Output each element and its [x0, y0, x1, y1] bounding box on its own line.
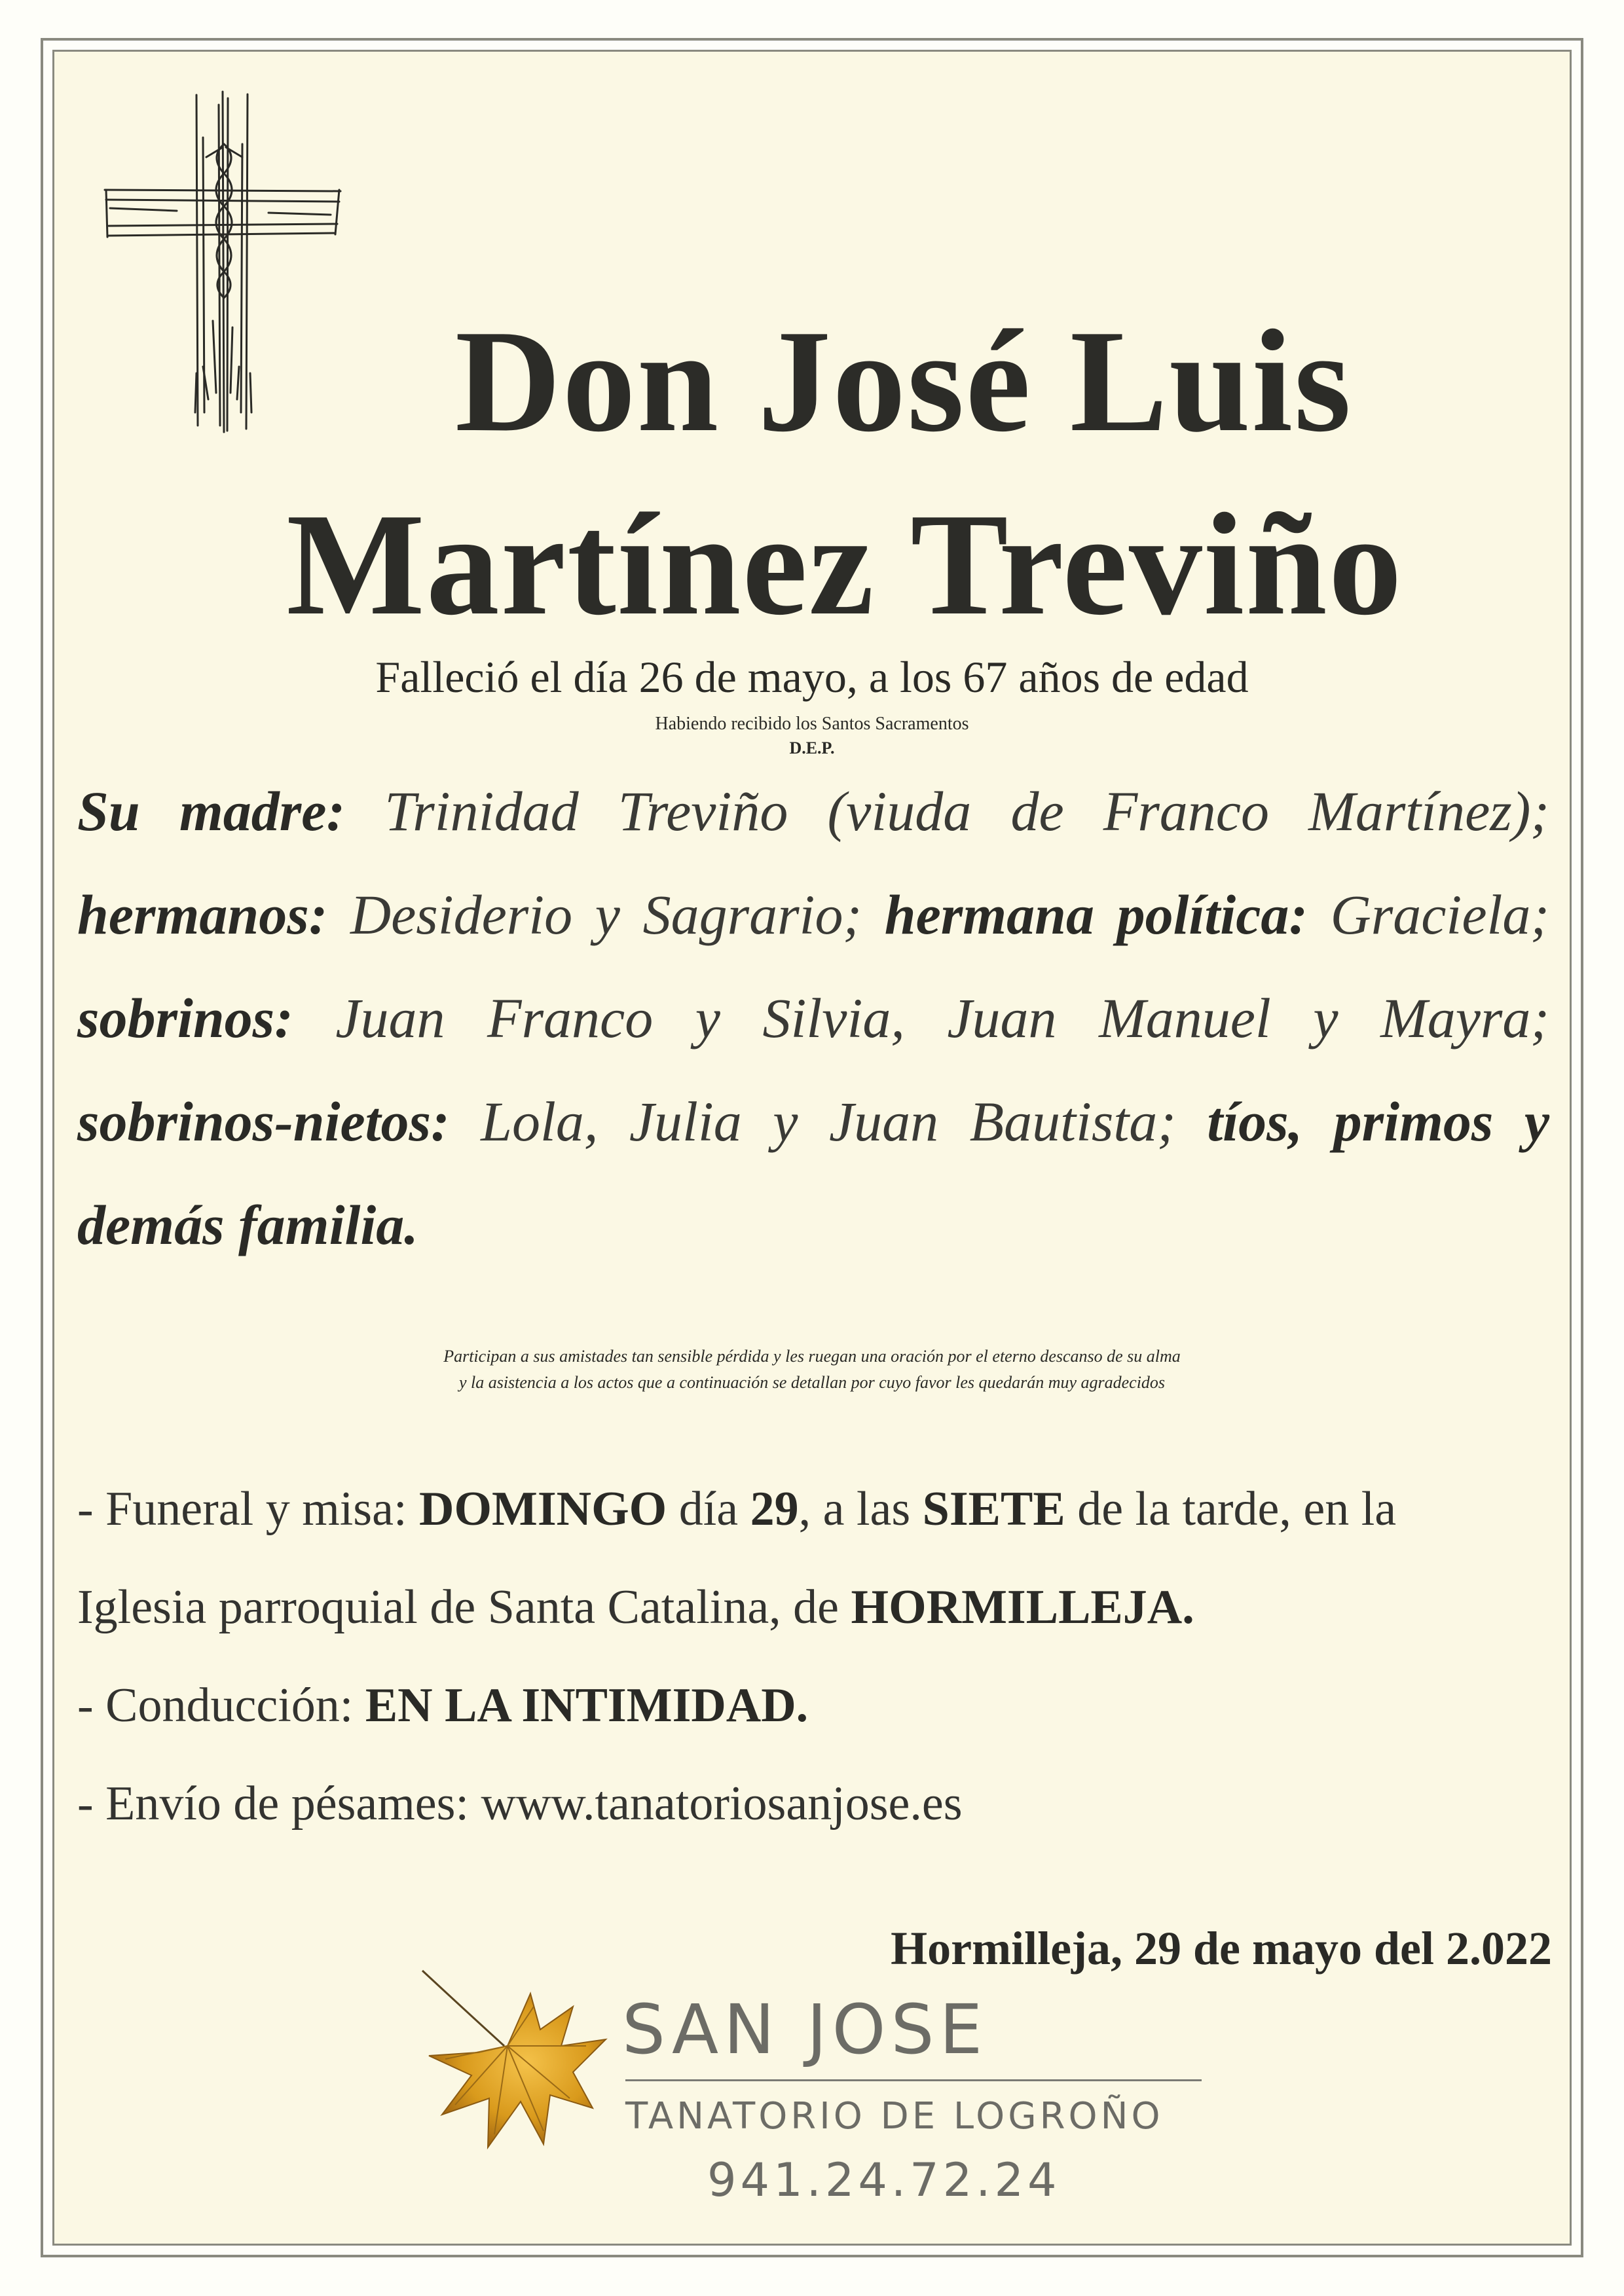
deceased-name-line1: Don José Luis: [454, 300, 1353, 462]
hermana-politica-value: Graciela;: [1308, 883, 1550, 946]
maple-leaf-icon: [416, 1967, 612, 2164]
funeral-prefix: - Funeral y misa:: [77, 1482, 420, 1536]
sobrinos-nietos-value: Lola, Julia y Juan Bautista;: [449, 1090, 1208, 1153]
death-info: Falleció el día 26 de mayo, a los 67 años de edad: [375, 652, 1249, 702]
brand-divider: [625, 2079, 1202, 2081]
pesames-website[interactable]: www.tanatoriosanjose.es: [481, 1777, 963, 1831]
date-place: Hormilleja, 29 de mayo del 2.022: [891, 1922, 1552, 1975]
funeral-church: Iglesia parroquial de Santa Catalina, de: [77, 1580, 851, 1634]
madre-value: Trinidad Treviño (viuda de Franco Martínez);: [345, 780, 1549, 843]
church-line: [77, 1558, 1557, 1656]
conduccion-prefix: - Conducción:: [77, 1679, 365, 1732]
funeral-date: 29: [750, 1482, 799, 1536]
brand-subtitle: TANATORIO DE LOGROÑO: [625, 2095, 1164, 2138]
funeral-time: SIETE: [922, 1482, 1065, 1536]
conduccion-value: EN LA INTIMIDAD.: [365, 1679, 809, 1732]
funeral-town: HORMILLEJA.: [851, 1580, 1194, 1634]
funeral-mid3: de la tarde, en la: [1065, 1482, 1397, 1536]
deceased-name-line2: Martínez Treviño: [286, 483, 1403, 646]
family-list: [77, 759, 1549, 1277]
funeral-mid2: , a las: [798, 1482, 923, 1536]
funeral-day: DOMINGO: [419, 1482, 667, 1536]
hermana-politica-label: hermana política:: [884, 883, 1308, 946]
sobrinos-label: sobrinos:: [77, 987, 293, 1049]
hermanos-label: hermanos:: [77, 883, 328, 946]
conduccion-line: [77, 1656, 1557, 1755]
pesames-prefix: - Envío de pésames:: [77, 1777, 481, 1831]
dep-label: D.E.P.: [789, 738, 835, 757]
brand-name: SAN JOSE: [622, 1990, 988, 2069]
funeral-line: [77, 1460, 1557, 1558]
pesames-line: [77, 1755, 1557, 1853]
brand-phone: 941.24.72.24: [707, 2153, 1061, 2207]
funeral-mid1: día: [667, 1482, 750, 1536]
hermanos-value: Desiderio y Sagrario;: [327, 883, 885, 946]
sacraments-note: Habiendo recibido los Santos Sacramentos: [655, 714, 969, 734]
sobrinos-value: Juan Franco y Silvia, Juan Manuel y Mayra;: [293, 987, 1549, 1049]
sobrinos-nietos-label: sobrinos-nietos:: [77, 1090, 450, 1153]
participation-line1: Participan a sus amistades tan sensible pérdida y les ruegan una oración por el eterno descanso de su alma: [443, 1347, 1181, 1366]
family-closing: tíos, primos y demás familia.: [77, 1090, 1549, 1256]
participation-note: [79, 1343, 1545, 1396]
ceremony-details: [77, 1460, 1557, 1853]
madre-label: Su madre:: [77, 780, 346, 843]
participation-line2: y la asistencia a los actos que a continuación se detallan por cuyo favor les quedarán muy agradecidos: [458, 1373, 1166, 1392]
